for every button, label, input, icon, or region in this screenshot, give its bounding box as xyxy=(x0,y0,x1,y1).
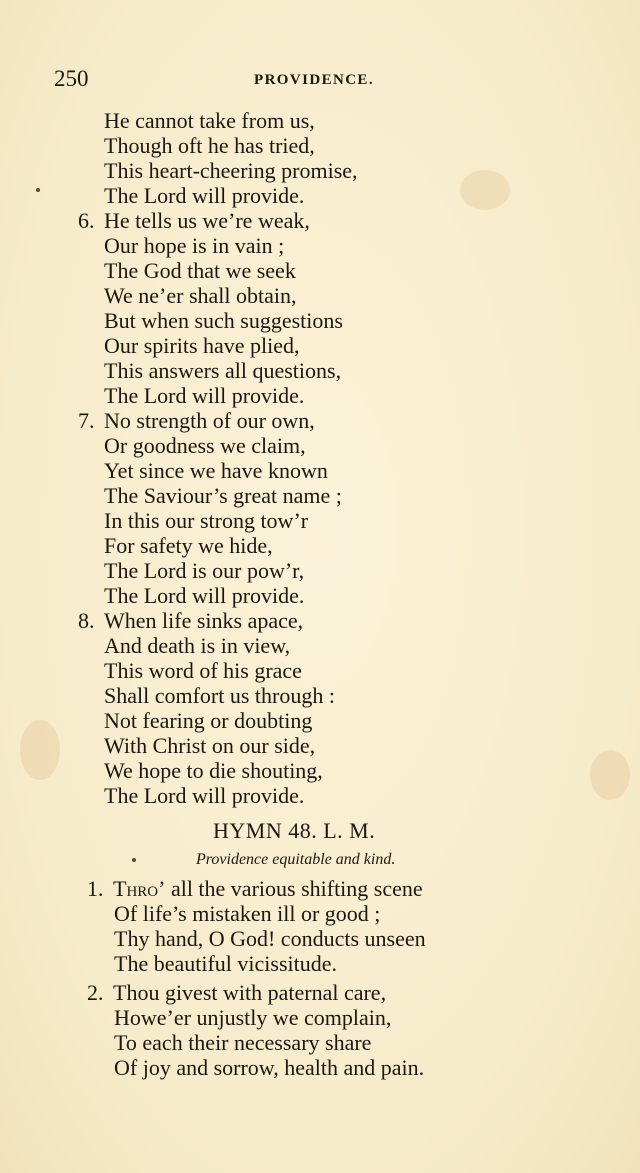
verse-line: 2. Thou givest with paternal care, xyxy=(87,980,387,1005)
verse-line: We hope to die shouting, xyxy=(104,758,323,783)
verse-line: In this our strong tow’r xyxy=(104,508,309,533)
hymn-48-stanza-1 xyxy=(0,876,640,976)
verse-line: 8. When life sinks apace, xyxy=(78,608,304,633)
verse-line: Though oft he has tried, xyxy=(104,133,315,158)
page-body xyxy=(0,108,640,1080)
verse-line: The beautiful vicissitude. xyxy=(114,951,337,976)
stanza-6 xyxy=(0,208,640,408)
verse-line: We ne’er shall obtain, xyxy=(104,283,297,308)
verse-line: The Lord will provide. xyxy=(104,583,305,608)
verse-line: To each their necessary share xyxy=(114,1030,372,1055)
verse-line: The God that we seek xyxy=(104,258,296,283)
verse-line: Of joy and sorrow, health and pain. xyxy=(114,1055,425,1080)
verse-line: And death is in view, xyxy=(104,633,291,658)
running-head: PROVIDENCE. xyxy=(254,72,374,88)
verse-line: This word of his grace xyxy=(104,658,302,683)
verse-line: For safety we hide, xyxy=(104,533,273,558)
verse-line: Our hope is in vain ; xyxy=(104,233,285,258)
verse-line: The Lord will provide. xyxy=(104,183,305,208)
verse-line: Thy hand, O God! conducts unseen xyxy=(114,926,426,951)
verse-line: Our spirits have plied, xyxy=(104,333,300,358)
stanza-number: 1. xyxy=(87,876,104,901)
page-header xyxy=(0,64,640,94)
verse-line: Of life’s mistaken ill or good ; xyxy=(114,901,381,926)
verse-line: The Lord will provide. xyxy=(104,783,305,808)
verse-line: Howe’er unjustly we complain, xyxy=(114,1005,392,1030)
verse-line: 1. Thro’ all the various shifting scene xyxy=(87,876,423,901)
stanza-number: 2. xyxy=(87,980,104,1005)
verse-line: The Lord is our pow’r, xyxy=(104,558,305,583)
stanza-number: 8. xyxy=(78,608,95,633)
stanza-number: 7. xyxy=(78,408,95,433)
verse-line: The Lord will provide. xyxy=(104,383,305,408)
hymn-48-stanza-2 xyxy=(0,980,640,1080)
verse-line: This heart-cheering promise, xyxy=(104,158,358,183)
verse-line: He cannot take from us, xyxy=(104,108,315,133)
verse-line: The Saviour’s great name ; xyxy=(104,483,342,508)
first-word: Thro’ xyxy=(113,876,166,901)
verse-line: 6. He tells us we’re weak, xyxy=(78,208,310,233)
hymn-subtitle: Providence equitable and kind. xyxy=(196,851,396,868)
verse-line: 7. No strength of our own, xyxy=(78,408,315,433)
verse-line: This answers all questions, xyxy=(104,358,342,383)
stanza-8 xyxy=(0,608,640,808)
page-number: 250 xyxy=(54,66,89,91)
verse-line: Yet since we have known xyxy=(104,458,328,483)
verse-line: Or goodness we claim, xyxy=(104,433,306,458)
hymn-title: HYMN 48. L. M. xyxy=(213,818,376,843)
stanza-continuation xyxy=(0,108,640,208)
verse-line: Shall comfort us through : xyxy=(104,683,335,708)
stanza-number: 6. xyxy=(78,208,95,233)
stanza-7 xyxy=(0,408,640,608)
verse-line: But when such suggestions xyxy=(104,308,343,333)
verse-line: With Christ on our side, xyxy=(104,733,316,758)
verse-line: Not fearing or doubting xyxy=(104,708,313,733)
